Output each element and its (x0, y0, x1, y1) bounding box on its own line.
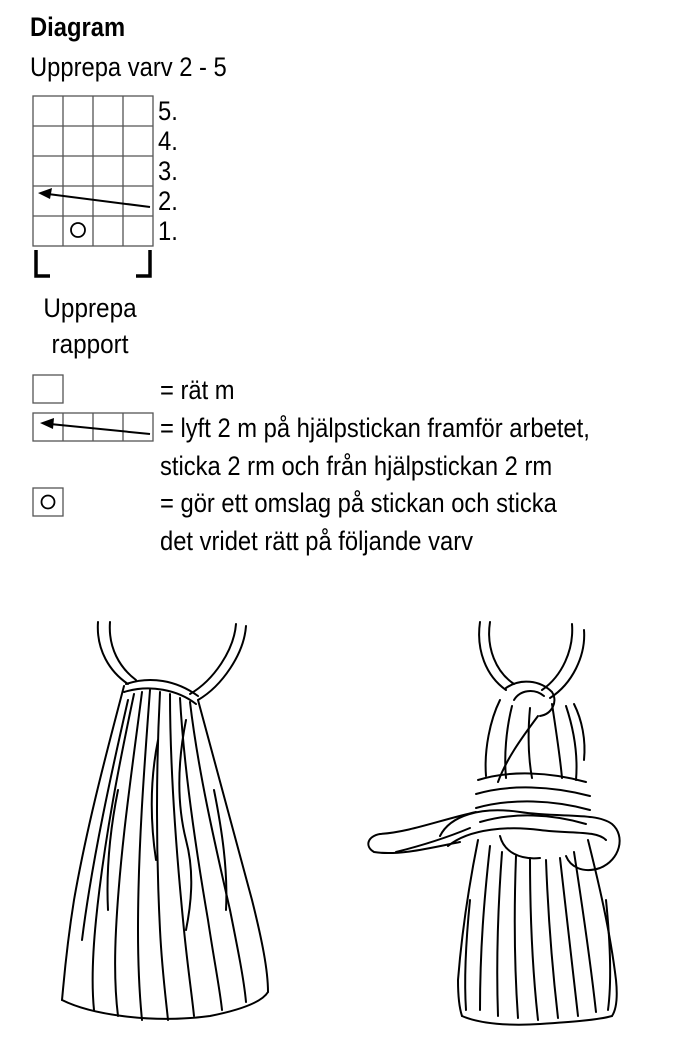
legend-yarn-over-symbol (33, 488, 63, 516)
diagram-title: Diagram (30, 12, 126, 42)
row-label-3: 3. (158, 156, 178, 186)
legend-yarn-over-text-1: = gör ett omslag på stickan och sticka (160, 488, 557, 518)
row-label-1: 1. (158, 216, 178, 246)
chart-grid (33, 96, 153, 246)
legend-cable-text-2: sticka 2 rm och från hjälpstickan 2 rm (160, 451, 553, 481)
legend-cable-text-1: = lyft 2 m på hjälpstickan framför arbetet, (160, 413, 590, 443)
repeat-bracket (36, 250, 150, 276)
legend-cable-symbol (33, 413, 153, 441)
row-label-2: 2. (158, 186, 178, 216)
diagram-subtitle: Upprepa varv 2 - 5 (30, 52, 227, 82)
cable-arrow-icon (38, 188, 150, 207)
row-label-4: 4. (158, 126, 178, 156)
repeat-label (27, 290, 153, 362)
legend-knit-box (33, 375, 63, 403)
tassel-icon (62, 622, 268, 1020)
repeat-label-line1: Upprepa (43, 293, 137, 323)
repeat-label-line2: rapport (51, 329, 129, 359)
legend-yarn-over-text-2: det vridet rätt på följande varv (160, 526, 474, 556)
yarn-over-icon (71, 223, 85, 237)
tassel-wrapped-icon (368, 622, 619, 1025)
legend-knit-text: = rät m (160, 375, 235, 405)
row-label-5: 5. (158, 96, 178, 126)
